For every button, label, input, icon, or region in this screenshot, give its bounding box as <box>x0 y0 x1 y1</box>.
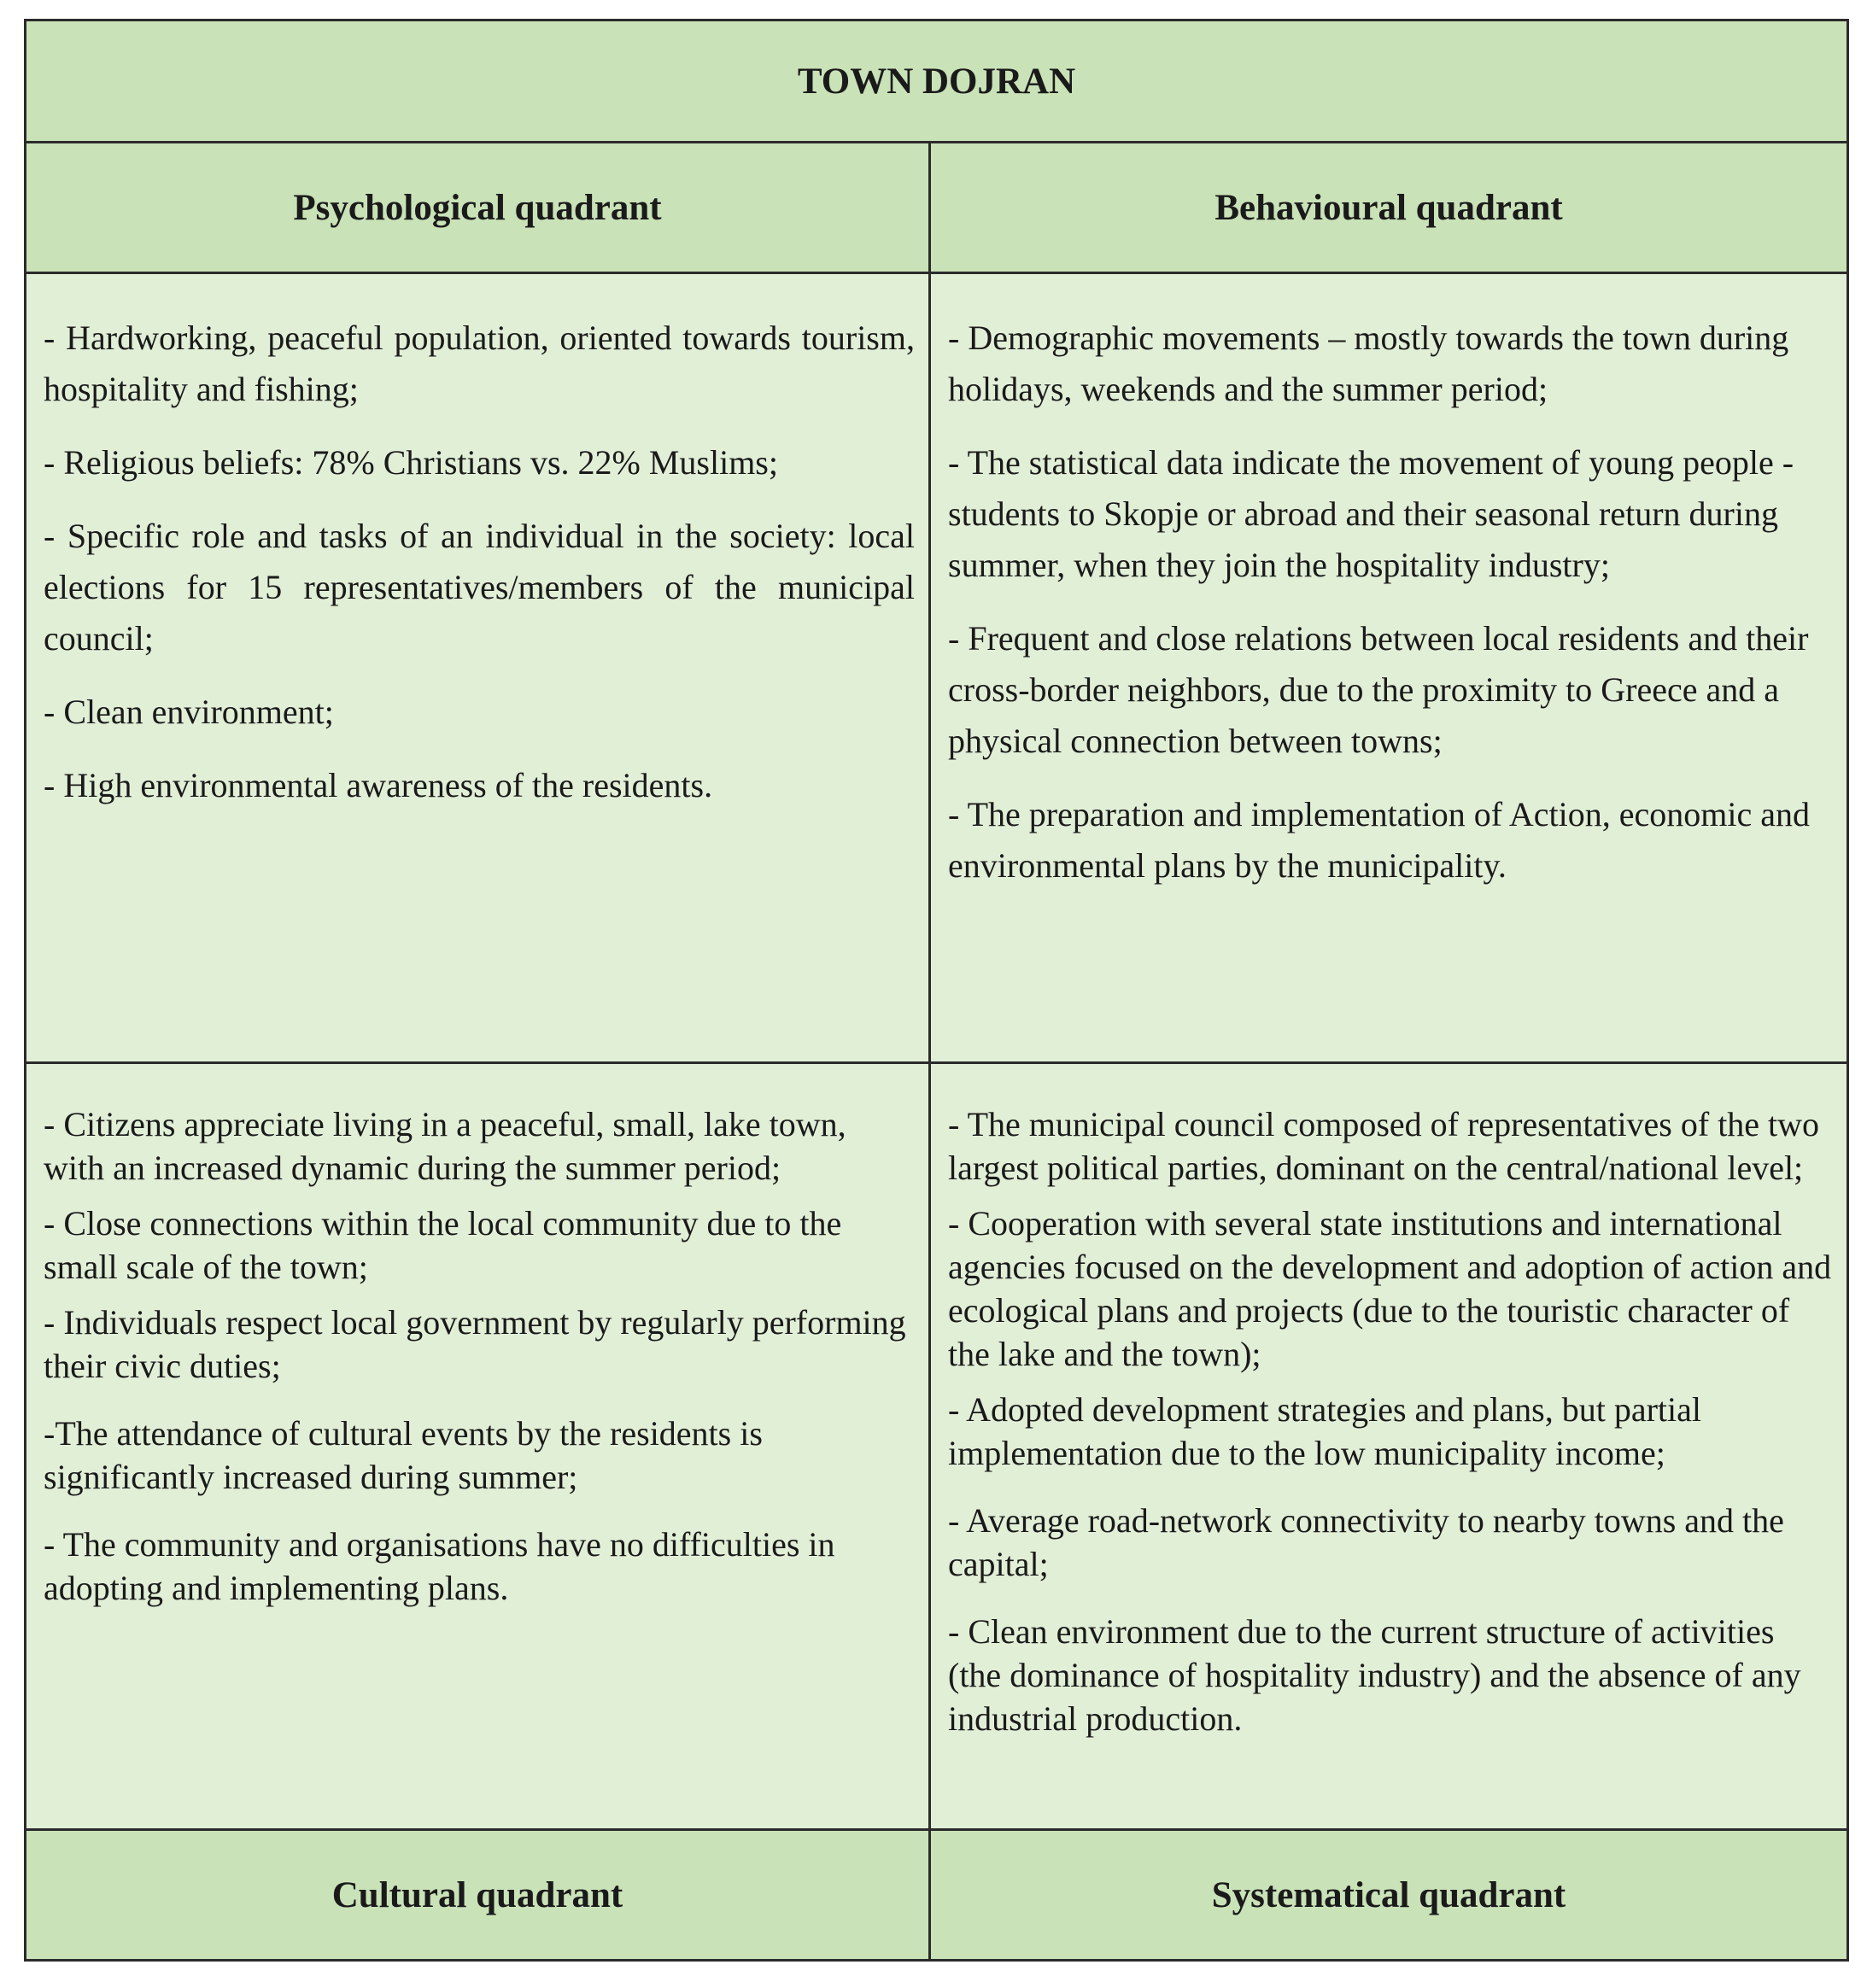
psychological-quadrant-header: Psychological quadrant <box>26 143 930 273</box>
list-item: - The municipal council composed of representatives of the two largest political parties, dominant on the central/national level; <box>948 1105 1820 1187</box>
systematical-quadrant-header: Systematical quadrant <box>930 1830 1848 1961</box>
list-item: - The community and organisations have no difficulties in adopting and implementing plans. <box>44 1525 835 1607</box>
list-item: - Average road-network connectivity to nearby towns and the capital; <box>948 1501 1784 1583</box>
dojran-quadrant-table <box>24 19 1849 1962</box>
list-item: - Religious beliefs: 78% Christians vs. 22% Muslims; <box>44 443 778 482</box>
list-item: - Hardworking, peaceful population, oriented towards tourism, hospitality and fishing; <box>44 319 915 408</box>
list-item: - The preparation and implementation of Action, economic and environmental plans by the municipality. <box>948 795 1810 885</box>
list-item: - Frequent and close relations between local residents and their cross-border neighbors, due to the proximity to Greece and a physical connection between towns; <box>948 619 1809 760</box>
systematical-quadrant-cell <box>930 1063 1848 1830</box>
list-item: - High environmental awareness of the residents. <box>44 766 713 804</box>
list-item: - Adopted development strategies and plans, but partial implementation due to the low municipality income; <box>948 1390 1701 1472</box>
cultural-quadrant-cell <box>26 1063 930 1830</box>
list-item: - Close connections within the local community due to the small scale of the town; <box>44 1204 842 1286</box>
psychological-quadrant-cell <box>26 273 930 1063</box>
list-item: - Demographic movements – mostly towards the town during holidays, weekends and the summer period; <box>948 319 1789 408</box>
table-title: TOWN DOJRAN <box>26 20 1848 143</box>
list-item: - Specific role and tasks of an individual in the society: local elections for 15 representatives/members of the municipal council; <box>44 517 915 658</box>
list-item: - Individuals respect local government by regularly performing their civic duties; <box>44 1303 906 1385</box>
list-item: - Cooperation with several state institutions and international agencies focused on the development and adoption of action and ecological plans and projects (due to the touristic character of the lake and the town); <box>948 1204 1832 1373</box>
list-item: - Citizens appreciate living in a peaceful, small, lake town, with an increased dynamic during the summer period; <box>44 1105 846 1187</box>
list-item: -The attendance of cultural events by the residents is significantly increased during summer; <box>44 1414 763 1496</box>
list-item: - The statistical data indicate the movement of young people - students to Skopje or abroad and their seasonal return during summer, when they join the hospitality industry; <box>948 443 1794 584</box>
behavioural-quadrant-header: Behavioural quadrant <box>930 143 1848 273</box>
cultural-quadrant-header: Cultural quadrant <box>26 1830 930 1961</box>
behavioural-quadrant-cell <box>930 273 1848 1063</box>
list-item: - Clean environment due to the current structure of activities (the dominance of hospitality industry) and the absence of any industrial production. <box>948 1612 1801 1738</box>
list-item: - Clean environment; <box>44 693 334 731</box>
